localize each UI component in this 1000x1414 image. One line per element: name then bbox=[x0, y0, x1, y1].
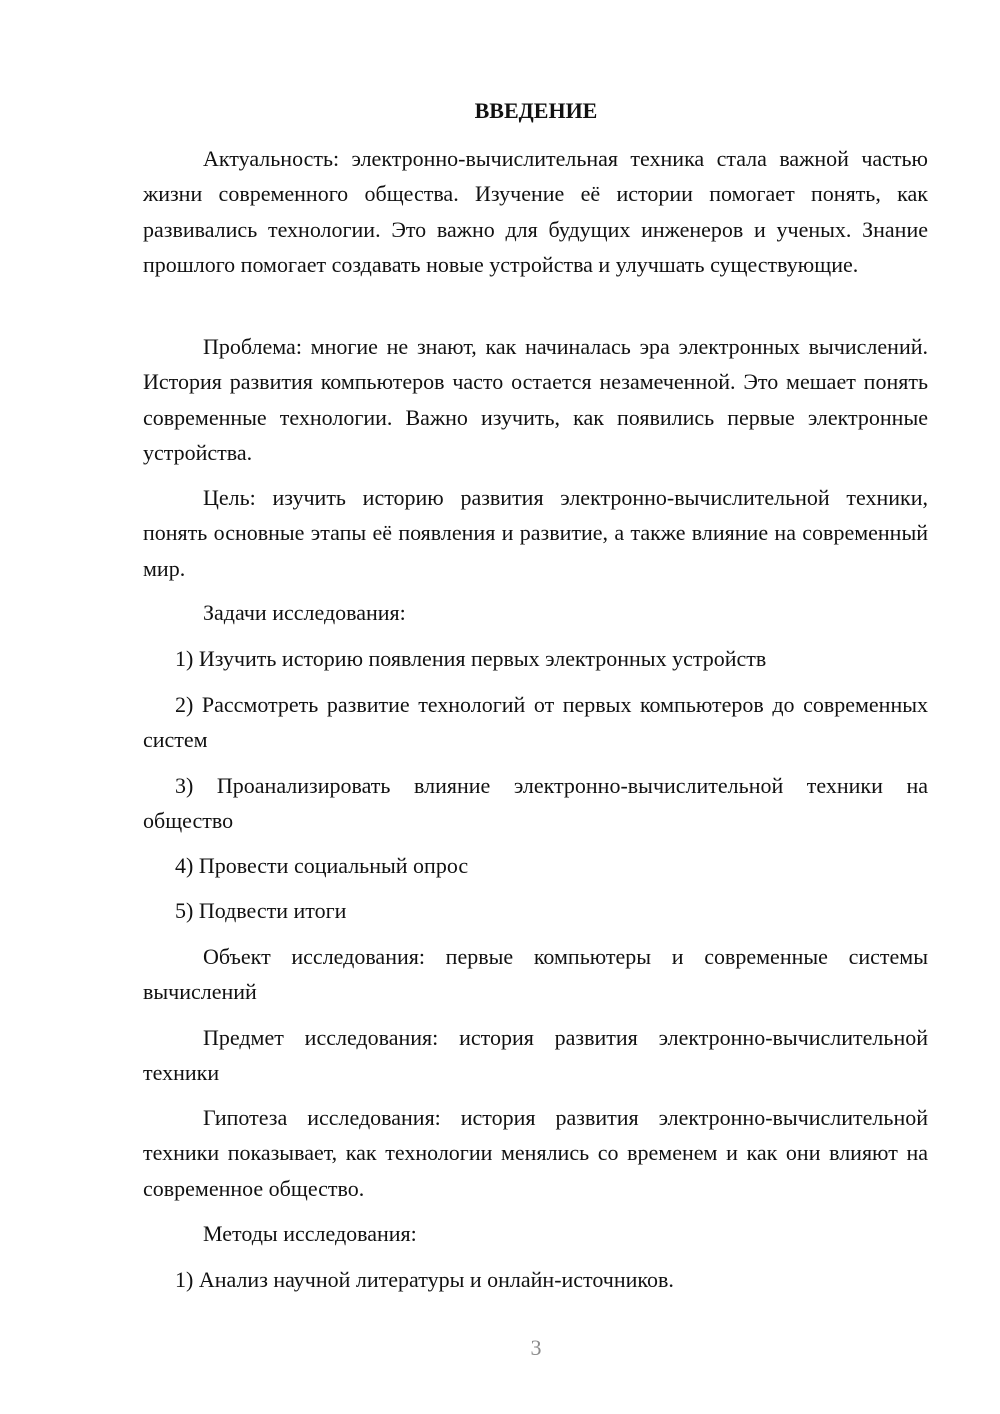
task-item-5: 5) Подвести итоги bbox=[175, 898, 347, 923]
paragraph-object: Объект исследования: первые компьютеры и современные системы вычислений bbox=[143, 944, 928, 1005]
task-item-3: 3) Проанализировать влияние электронно-вычислительной техники на общество bbox=[143, 773, 928, 834]
task-item-1: 1) Изучить историю появления первых электронных устройств bbox=[175, 646, 767, 671]
page-number: 3 bbox=[530, 1335, 542, 1360]
paragraph-hypothesis: Гипотеза исследования: история развития электронно-вычислительной техники показывает, как технологии менялись со временем и как они влияют на современное общество. bbox=[143, 1105, 928, 1201]
paragraph-subject: Предмет исследования: история развития электронно-вычислительной техники bbox=[143, 1025, 928, 1086]
paragraph-relevance: Актуальность: электронно-вычислительная техника стала важной частью жизни современного общества. Изучение её истории помогает понять, как развивались технологии. Это важно для будущих инженеров и ученых. Знание прошлого помогает создавать новые устройства и улучшать существующие. bbox=[143, 146, 928, 277]
paragraph-goal: Цель: изучить историю развития электронно-вычислительной техники, понять основные этапы её появления и развитие, а также влияние на современный мир. bbox=[143, 485, 928, 581]
methods-heading: Методы исследования: bbox=[203, 1221, 417, 1246]
tasks-heading: Задачи исследования: bbox=[203, 600, 406, 625]
page-title: ВВЕДЕНИЕ bbox=[474, 98, 598, 123]
method-item-1: 1) Анализ научной литературы и онлайн-источников. bbox=[175, 1267, 674, 1292]
paragraph-problem: Проблема: многие не знают, как начиналась эра электронных вычислений. История развития компьютеров часто остается незамеченной. Это мешает понять современные технологии. Важно изучить, как появились первые электронные устройства. bbox=[143, 334, 928, 465]
task-item-2: 2) Рассмотреть развитие технологий от первых компьютеров до современных систем bbox=[143, 692, 928, 753]
task-item-4: 4) Провести социальный опрос bbox=[175, 853, 469, 878]
